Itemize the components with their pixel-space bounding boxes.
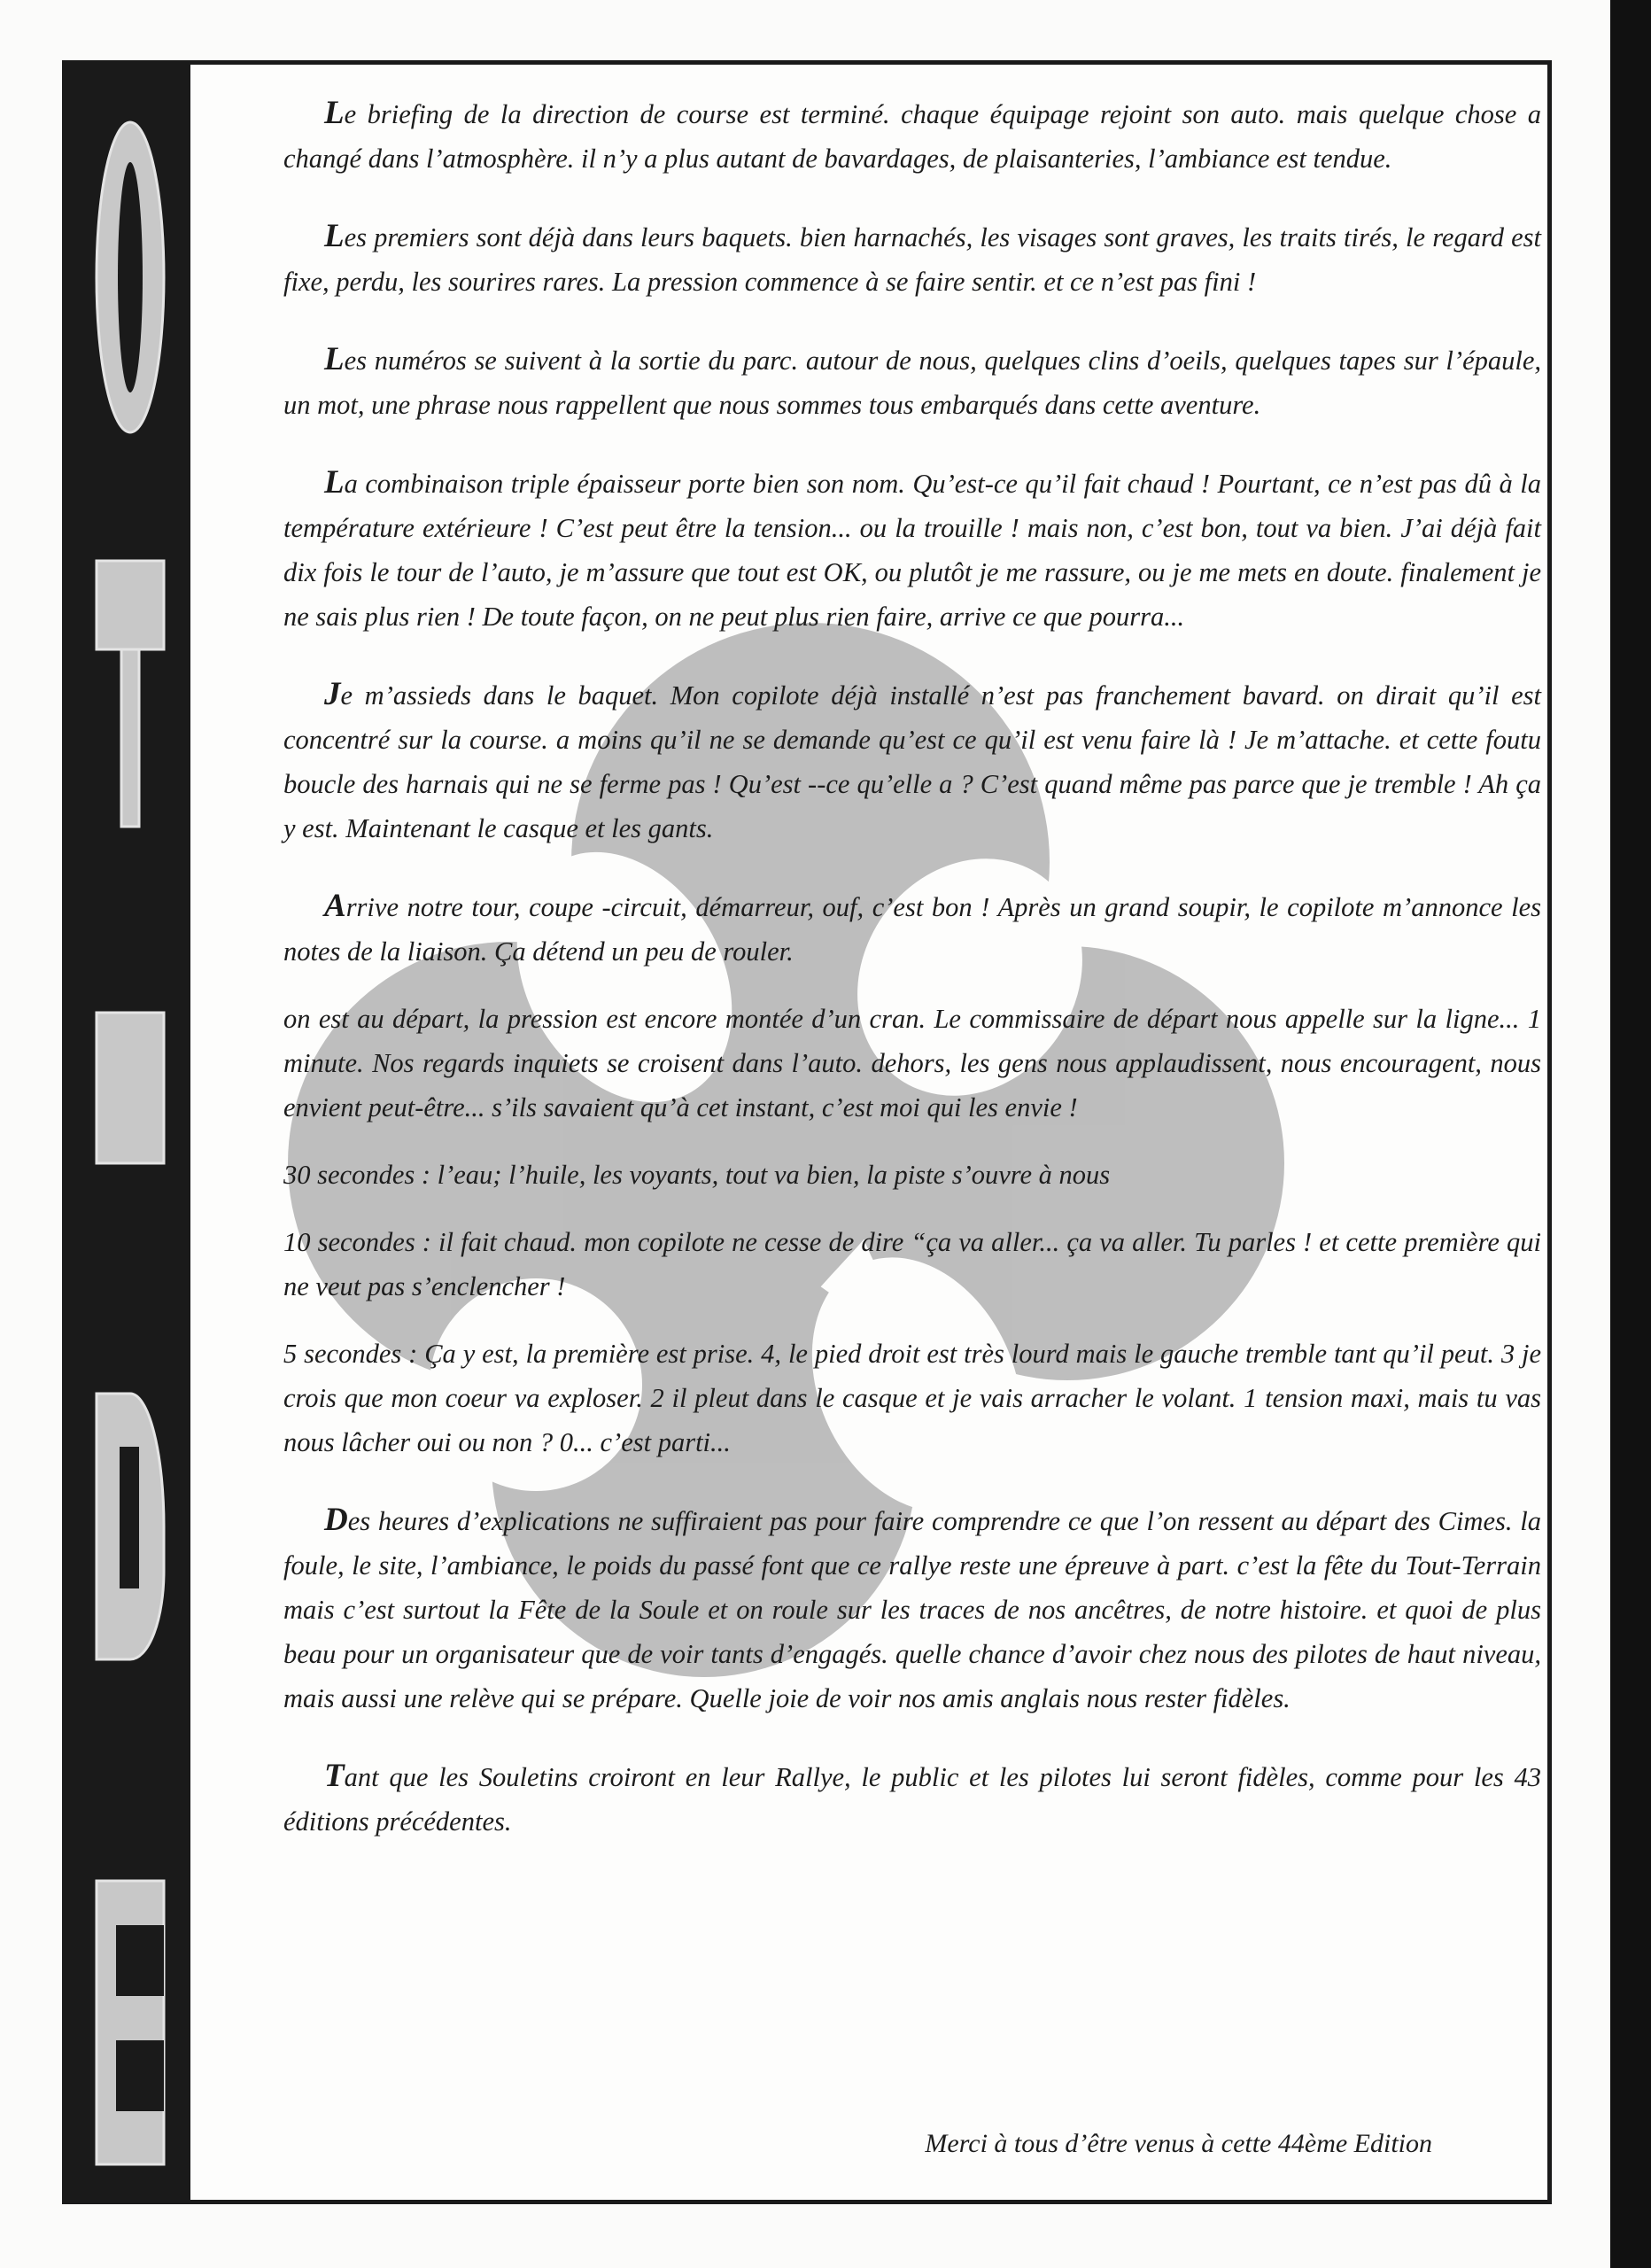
paragraph-text: a combinaison triple épaisseur porte bien son nom. Qu’est-ce qu’il fait chaud ! Pourtant, ce n’est pas dû à la température extérieure ! C’est peut être la tension... ou la trouille ! mais non, c’est bon, tout va bien. J’ai déjà fait dix fois le tour de l’auto, je m’assure que tout est OK, ou plutôt je me rassure, ou je me mets en doute. finalement je ne sais plus rien ! De toute façon, on ne peut plus rien faire, arrive ce que pourra... [283,469,1541,632]
paragraph-text: es heures d’explications ne suffiraient pas pour faire comprendre ce que l’on ressent au départ des Cimes. la foule, le site, l’ambiance, le poids du passé font que ce rallye reste une épreuve à part. c’est la fête du Tout-Terrain mais c’est surtout la Fête de la Soule et on roule sur les traces de nos ancêtres, de notre histoire. et quoi de plus beau pour un organisateur que de voir tants d’engagés. quelle chance d’avoir chez nous des pilotes de haut niveau, mais aussi une relève qui se prépare. Quelle joie de voir nos amis anglais nous rester fidèles. [283,1506,1541,1713]
paragraph-text: 30 secondes : l’eau; l’huile, les voyants, tout va bien, la piste s’ouvre à nous [283,1160,1111,1190]
paragraph-8 [283,1153,1541,1197]
paragraph-text: ant que les Souletins croiront en leur Rallye, le public et les pilotes lui seront fidèles, comme pour les 43 éditions précédentes. [283,1762,1541,1837]
lead-letter: D [324,1502,348,1538]
lead-letter: T [324,1758,345,1794]
paragraph-text: on est au départ, la pression est encore montée d’un cran. Le commissaire de départ nous appelle sur la ligne... 1 minute. Nos regards inquiets se croisent dans l’auto. dehors, les gens nous applaudissent, nous encouragent, nous envient peut-être... s’ils savaient qu’à cet instant, c’est moi qui les envie ! [283,1004,1541,1122]
signoff: Merci à tous d’être venus à cette 44ème Edition [925,2129,1432,2158]
paragraph-4 [283,461,1541,639]
article-body [283,91,1541,1877]
lead-letter: L [324,95,345,131]
paragraph-1 [283,91,1541,181]
paragraph-5 [283,672,1541,850]
paragraph-text: 5 secondes : Ça y est, la première est prise. 4, le pied droit est très lourd mais le gauche tremble tant qu’il peut. 3 je crois que mon coeur va exploser. 2 il pleut dans le casque et je vais arracher le volant. 1 tension maxi, mais tu vas nous lâcher oui ou non ? 0... c’est parti... [283,1339,1541,1457]
editorial-frame [62,60,1552,2204]
lead-letter: L [324,218,345,254]
page-edge [1610,0,1651,2268]
paragraph-2 [283,214,1541,304]
lead-letter: J [324,676,341,712]
paragraph-3 [283,338,1541,427]
paragraph-7 [283,997,1541,1130]
paragraph-11 [283,1498,1541,1720]
lead-letter: A [324,888,346,924]
paragraph-text: e m’assieds dans le baquet. Mon copilote déjà installé n’est pas franchement bavard. on dirait qu’il est concentré sur la course. a moins qu’il ne se demande qu’est ce qu’il est venu faire là ! Je m’attache. et cette foutu boucle des harnais qui ne se ferme pas ! Qu’est --ce qu’elle a ? C’est quand même pas parce que je tremble ! Ah ça y est. Maintenant le casque et les gants. [283,680,1541,843]
paragraph-12 [283,1754,1541,1844]
lead-letter: L [324,341,345,377]
paragraph-10 [283,1332,1541,1464]
lead-letter: L [324,464,345,501]
paragraph-9 [283,1220,1541,1309]
spine-title-graphic [66,65,190,2200]
paragraph-text: 10 secondes : il fait chaud. mon copilote ne cesse de dire “ça va aller... ça va aller. Tu parles ! et cette première qui ne veut pas s’enclencher ! [283,1227,1541,1301]
title-spine [66,65,190,2200]
paragraph-text: rrive notre tour, coupe -circuit, démarreur, ouf, c’est bon ! Après un grand soupir, le copilote m’annonce les notes de la liaison. Ça détend un peu de rouler. [283,892,1541,967]
paragraph-text: es numéros se suivent à la sortie du parc. autour de nous, quelques clins d’oeils, quelques tapes sur l’épaule, un mot, une phrase nous rappellent que nous sommes tous embarqués dans cette aventure. [283,346,1541,420]
paragraph-text: e briefing de la direction de course est terminé. chaque équipage rejoint son auto. mais quelque chose a changé dans l’atmosphère. il n’y a plus autant de bavardages, de plaisanteries, l’ambiance est tendue. [283,99,1541,174]
paragraph-text: es premiers sont déjà dans leurs baquets. bien harnachés, les visages sont graves, les traits tirés, le regard est fixe, perdu, les sourires rares. La pression commence à se faire sentir. et ce n’est pas fini ! [283,222,1541,297]
paragraph-6 [283,884,1541,974]
